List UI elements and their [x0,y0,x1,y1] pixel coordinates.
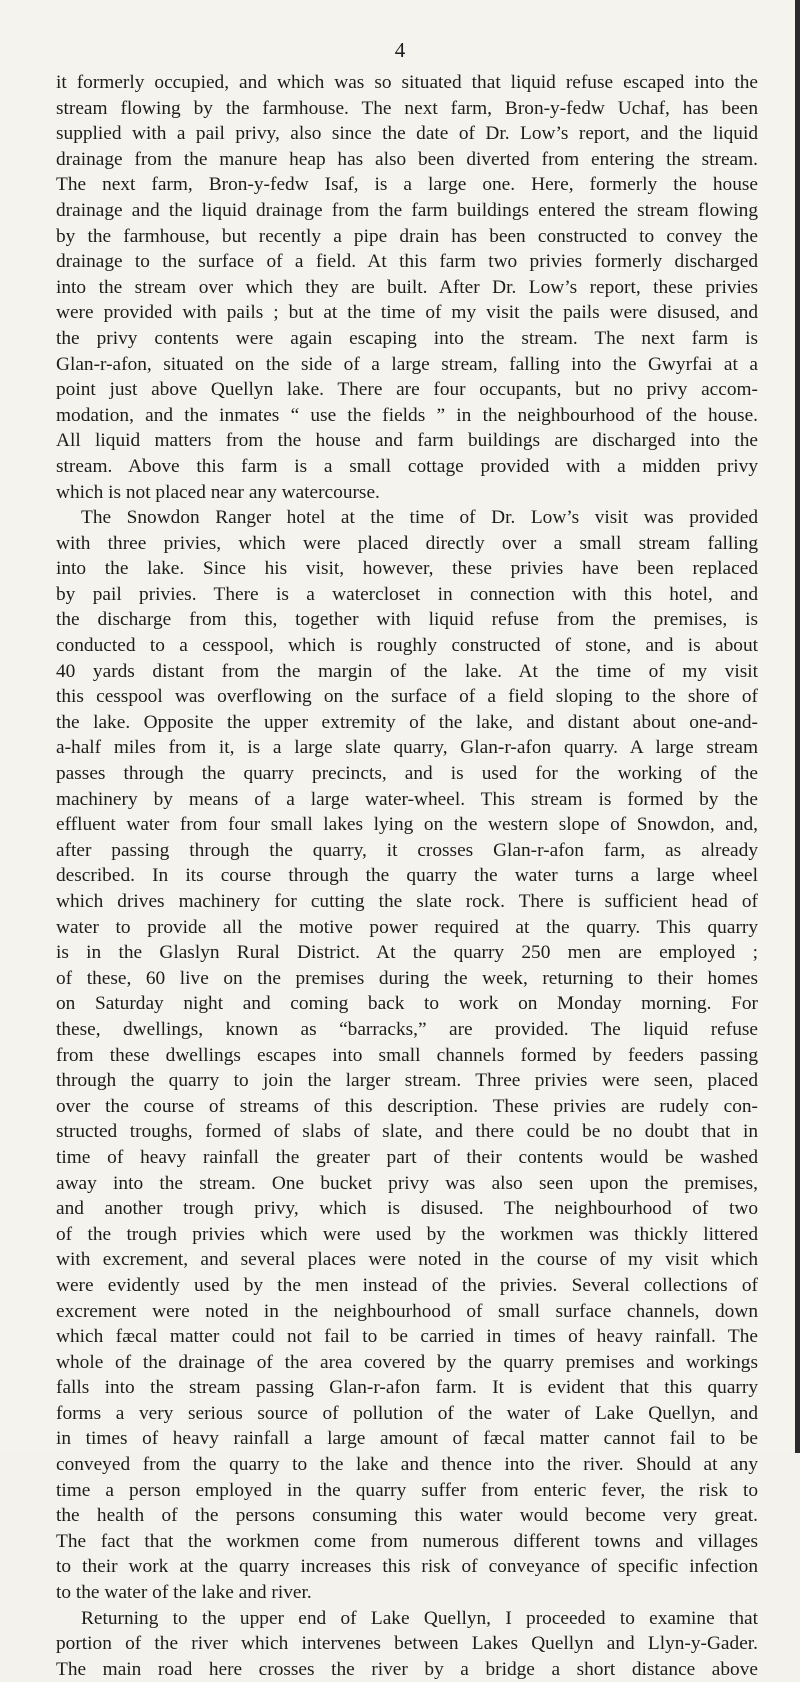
text-line: drainage from the manure heap has also been diverted from entering the stream. [56,148,758,170]
text-line: The fact that the workmen come from numerous different towns and villages [56,1530,758,1552]
text-line: with excrement, and several places were noted in the course of my visit which [56,1249,758,1271]
text-line: on Saturday night and coming back to work on Monday morning. For [56,993,758,1015]
body-text [56,70,758,1682]
text-line: from these dwellings escapes into small channels formed by feeders passing [56,1044,758,1066]
text-line: by pail privies. There is a watercloset in connection with this hotel, and [56,583,758,605]
text-line: of these, 60 live on the premises during the week, returning to their homes [56,967,758,989]
text-line: time a person employed in the quarry suffer from enteric fever, the risk to [56,1479,758,1501]
text-line: by the farmhouse, but recently a pipe drain has been constructed to convey the [56,225,758,247]
text-line: of the trough privies which were used by the workmen was thickly littered [56,1223,758,1245]
text-line: point just above Quellyn lake. There are four occupants, but no privy accom- [56,379,758,401]
text-line: supplied with a pail privy, also since the date of Dr. Low’s report, and the liquid [56,123,758,145]
text-line: passes through the quarry precincts, and is used for the working of the [56,763,758,785]
text-line: conveyed from the quarry to the lake and thence into the river. Should at any [56,1454,758,1476]
page-number: 4 [394,38,406,62]
text-line: which drives machinery for cutting the slate rock. There is sufficient head of [56,891,758,912]
text-line: which fæcal matter could not fail to be carried in times of heavy rainfall. The [56,1326,758,1348]
text-line: the health of the persons consuming this water would become very great. [56,1505,758,1527]
text-line: falls into the stream passing Glan-r-afon farm. It is evident that this quarry [56,1377,758,1399]
text-line: portion of the river which intervenes between Lakes Quellyn and Llyn-y-Gader. [56,1633,758,1655]
text-line: excrement were noted in the neighbourhood of small surface channels, down [56,1300,758,1322]
text-line: modation, and the inmates “ use the fields ” in the neighbourhood of the house. [56,404,758,426]
text-line: drainage and the liquid drainage from the farm buildings entered the stream flowing [56,199,758,221]
text-line: the privy contents were again escaping into the stream. The next farm is [56,327,758,349]
text-line: Glan-r-afon, situated on the side of a large stream, falling into the Gwyrfai at a [56,353,758,375]
text-line: whole of the drainage of the area covered by the quarry premises and workings [56,1351,758,1373]
text-line: is in the Glaslyn Rural District. At the quarry 250 men are employed ; [56,942,758,964]
text-line: effluent water from four small lakes lying on the western slope of Snowdon, and, [56,814,758,836]
text-line: stream. Above this farm is a small cottage provided with a midden privy [56,455,758,477]
text-line: to their work at the quarry increases this risk of conveyance of specific infection [56,1556,758,1578]
text-line: after passing through the quarry, it crosses Glan-r-afon farm, as already [56,839,758,861]
text-line: machinery by means of a large water-wheel. This stream is formed by the [56,788,758,810]
text-line: 40 yards distant from the margin of the lake. At the time of my visit [56,660,758,682]
text-line: The main road here crosses the river by a bridge a short distance above [56,1658,758,1680]
text-line: these, dwellings, known as “barracks,” are provided. The liquid refuse [56,1018,758,1040]
text-line: All liquid matters from the house and farm buildings are discharged into the [56,430,758,452]
text-line: conducted to a cesspool, which is roughly constructed of stone, and is about [56,635,758,657]
text-line: stream flowing by the farmhouse. The next farm, Bron-y-fedw Uchaf, has been [56,97,758,119]
text-line: The next farm, Bron-y-fedw Isaf, is a large one. Here, formerly the house [56,174,758,196]
text-line: the discharge from this, together with liquid refuse from the premises, is [56,609,758,631]
text-line: it formerly occupied, and which was so situated that liquid refuse escaped into the [56,72,758,93]
text-line: water to provide all the motive power required at the quarry. This quarry [56,916,758,938]
text-line: the lake. Opposite the upper extremity of the lake, and distant about one-and- [56,711,758,733]
text-line: to the water of the lake and river. [56,1582,312,1604]
text-line: a-half miles from it, is a large slate quarry, Glan-r-afon quarry. A large stream [56,737,758,759]
text-line: were provided with pails ; but at the time of my visit the pails were disused, and [56,302,758,324]
text-line: in times of heavy rainfall a large amount of fæcal matter cannot fail to be [56,1428,758,1450]
text-line: The Snowdon Ranger hotel at the time of Dr. Low’s visit was provided [81,507,758,529]
text-line: this cesspool was overflowing on the surface of a field sloping to the shore of [56,686,758,708]
text-line: through the quarry to join the larger stream. Three privies were seen, placed [56,1070,758,1092]
text-line: into the lake. Since his visit, however, these privies have been replaced [56,558,758,580]
text-line: and another trough privy, which is disused. The neighbourhood of two [56,1198,758,1220]
text-line: described. In its course through the quarry the water turns a large wheel [56,865,758,887]
text-line: forms a very serious source of pollution of the water of Lake Quellyn, and [56,1402,758,1424]
text-line: time of heavy rainfall the greater part of their contents would be washed [56,1146,758,1168]
text-line: were evidently used by the men instead of the privies. Several collections of [56,1274,758,1296]
text-line: away into the stream. One bucket privy was also seen upon the premises, [56,1172,758,1194]
text-line: structed troughs, formed of slabs of slate, and there could be no doubt that in [56,1121,758,1143]
text-line: with three privies, which were placed directly over a small stream falling [56,532,758,554]
page-edge-shadow [795,0,800,1453]
text-line: Returning to the upper end of Lake Quellyn, I proceeded to examine that [81,1607,758,1629]
text-line: into the stream over which they are built. After Dr. Low’s report, these privies [56,276,758,298]
text-line: drainage to the surface of a field. At this farm two privies formerly discharged [56,251,758,273]
text-line: which is not placed near any watercourse. [56,481,380,503]
text-line: over the course of streams of this description. These privies are rudely con- [56,1095,758,1117]
